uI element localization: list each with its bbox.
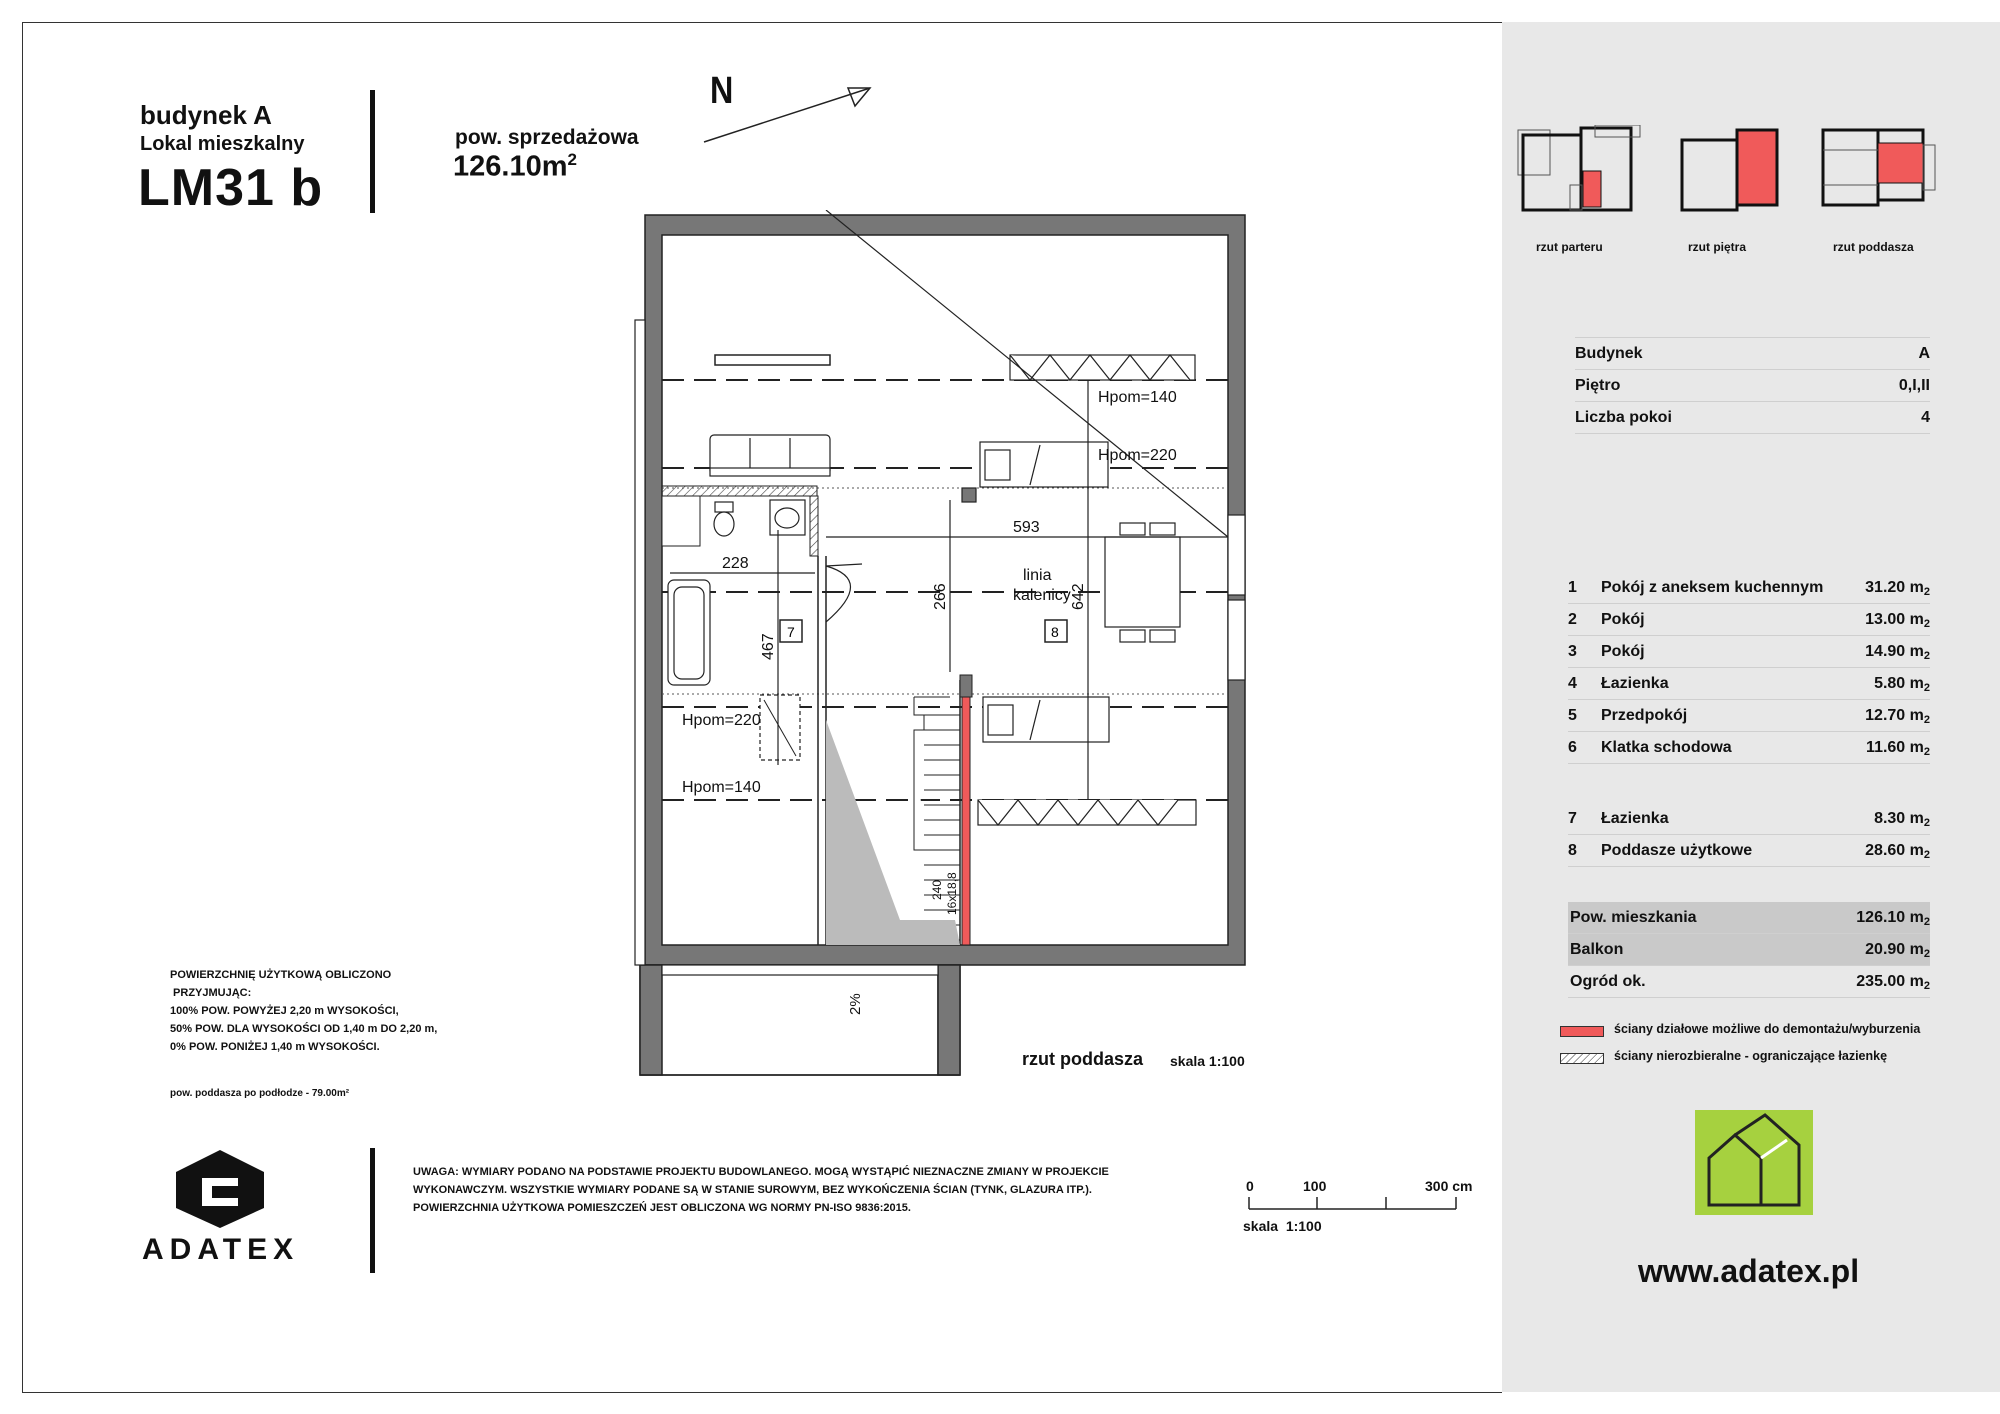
- legend-text-bathroom: ściany nierozbieralne - ograniczające łazienkę: [1614, 1049, 1888, 1063]
- balcony-wall-top: [662, 965, 938, 975]
- scale-tick-300: 300 cm: [1425, 1178, 1473, 1194]
- room-number: 2: [1568, 611, 1577, 628]
- roof-window-bottom: [978, 800, 1196, 825]
- legend-swatch-red: [1560, 1026, 1604, 1037]
- adatex-logo-icon: [172, 1148, 268, 1230]
- footer-divider: [370, 1148, 375, 1273]
- unit-superscript: 2: [1923, 849, 1930, 861]
- sink-icon: [770, 500, 805, 535]
- rooms_a-value: 11.60 $m^2$: [1866, 739, 1930, 758]
- hpom-140-top: Hpom=140: [1098, 389, 1177, 406]
- summary-row: [1575, 402, 1930, 434]
- area-notes: POWIERZCHNIĘ UŻYTKOWĄ OBLICZONO PRZYJMUJĄC: 100% POW. POWYŻEJ 2,20 m WYSOKOŚCI, 50% POW. DLA WYSOKOŚCI OD 1,40 m DO 2,20 m, 0% POW. PONIŻEJ 1,40 m WYSOKOŚCI.: [170, 969, 438, 1053]
- svg-text:8: 8: [1051, 624, 1059, 640]
- svg-text:7: 7: [787, 624, 795, 640]
- unit-superscript: 2: [1923, 980, 1930, 992]
- balcony-wall-right: [938, 965, 960, 1075]
- unit-superscript: 2: [1923, 714, 1930, 726]
- room-number: 6: [1568, 739, 1577, 756]
- dim-266: 266: [932, 583, 949, 610]
- dim-593: 593: [1013, 519, 1040, 536]
- building-label: budynek A: [140, 100, 272, 130]
- rooms_a-value: 12.70 $m^2$: [1865, 707, 1930, 726]
- rooms_a-row: [1568, 732, 1930, 764]
- summary-value: 0,I,II: [1898, 377, 1930, 394]
- toilet-icon: [714, 502, 734, 536]
- room-7-marker: [780, 620, 802, 642]
- rooms_a-value: 31.20 $m^2$: [1865, 579, 1930, 598]
- rooms_b-value: 8.30 $m^2$: [1874, 810, 1930, 829]
- stairs-240: 240: [930, 879, 944, 900]
- unit-superscript: 2: [1923, 948, 1930, 960]
- bed-top-icon: [962, 442, 1108, 502]
- legend-text-demolish: ściany działowe możliwe do demontażu/wyburzenia: [1614, 1022, 1921, 1036]
- rooms_a-row: [1568, 668, 1930, 700]
- summary-row: [1575, 338, 1930, 370]
- room-name: Łazienka: [1601, 810, 1669, 827]
- room-number: 4: [1568, 675, 1577, 692]
- room-number: 1: [1568, 579, 1577, 596]
- totals-value: 235.00 $m^2$: [1856, 973, 1930, 992]
- scale-tick-0: 0: [1246, 1178, 1254, 1194]
- summary-value: A: [1918, 345, 1930, 362]
- dim-642: 642: [1070, 583, 1087, 610]
- skylight: [715, 355, 830, 365]
- unit-superscript: 2: [1923, 916, 1930, 928]
- frame-left-line: [22, 22, 23, 1392]
- floor-area-note: pow. poddasza po podłodze - 79.00m²: [170, 1088, 350, 1099]
- dim-228: 228: [722, 555, 749, 572]
- rooms_a-row: [1568, 700, 1930, 732]
- rooms_b-row: [1568, 803, 1930, 835]
- unit-superscript: 2: [1923, 817, 1930, 829]
- room-name: Poddasze użytkowe: [1601, 842, 1753, 859]
- totals-key: Pow. mieszkania: [1570, 909, 1697, 926]
- rooms_a-value: 5.80 $m^2$: [1874, 675, 1930, 694]
- scale-bar: [1248, 1195, 1460, 1215]
- totals-value: 126.10 $m^2$: [1856, 909, 1930, 928]
- brand-name: ADATEX: [142, 1233, 300, 1266]
- room-number: 7: [1568, 810, 1577, 827]
- rooms_a-row: [1568, 636, 1930, 668]
- room-name: Przedpokój: [1601, 707, 1688, 724]
- summary-key: Liczba pokoi: [1575, 409, 1672, 426]
- unit-superscript: 2: [1923, 586, 1930, 598]
- summary-value: 4: [1921, 409, 1930, 426]
- unit-superscript: 2: [1923, 682, 1930, 694]
- totals-row: [1568, 966, 1930, 998]
- room-8-marker: [1045, 620, 1067, 642]
- totals-key: Balkon: [1570, 941, 1624, 958]
- room-number: 3: [1568, 643, 1577, 660]
- balcony-wall-left: [640, 965, 662, 1075]
- door-swing: [826, 566, 851, 622]
- unit-superscript: 2: [1923, 650, 1930, 662]
- room-name: Klatka schodowa: [1601, 739, 1732, 756]
- demolishable-wall: [962, 697, 970, 945]
- plan-scale: skala 1:100: [1170, 1053, 1245, 1069]
- north-label: N: [710, 70, 734, 112]
- summary-table: [1575, 337, 1930, 434]
- bathtub-icon: [668, 580, 710, 685]
- rooms_a-value: 14.90 $m^2$: [1865, 643, 1930, 662]
- thumb-ground-floor: [1515, 125, 1650, 220]
- rooms-table-a: [1568, 572, 1930, 764]
- outer-left-ledge: [635, 320, 645, 965]
- hpom-220-top: Hpom=220: [1098, 447, 1177, 464]
- area-label: pow. sprzedażowa: [455, 126, 639, 149]
- rooms_b-value: 28.60 $m^2$: [1865, 842, 1930, 861]
- room-name: Pokój: [1601, 643, 1645, 660]
- north-arrow-icon: [700, 80, 880, 150]
- unit-type-label: Lokal mieszkalny: [140, 133, 305, 155]
- stairs-icon: [914, 697, 950, 850]
- thumb-label-ground: rzut parteru: [1536, 240, 1603, 254]
- rooms_a-value: 13.00 $m^2$: [1865, 611, 1930, 630]
- thumb-label-first: rzut piętra: [1688, 240, 1747, 254]
- totals-key: Ogród ok.: [1570, 973, 1646, 990]
- disclaimer: UWAGA: WYMIARY PODANO NA PODSTAWIE PROJEKTU BUDOWLANEGO. MOGĄ WYSTĄPIĆ NIEZNACZNE ZMIANY W PROJEKCIE WYKONAWCZYM. WSZYSTKIE WYMIARY PODANE SĄ W STANIE SUROWYM, BEZ WYKOŃCZENIA ŚCIAN (TYNK, GLAZURA ITP.). POWIERZCHNIA UŻYTKOWA POMIESZCZEŃ JEST OBLICZONA WG NORMY PN-ISO 9836:2015.: [413, 1166, 1109, 1214]
- totals-table: [1568, 902, 1930, 998]
- thumb-attic: [1815, 125, 1945, 220]
- room-name: Łazienka: [1601, 675, 1669, 692]
- unit-code: LM31 b: [138, 159, 324, 217]
- thumb-label-attic: rzut poddasza: [1833, 240, 1914, 254]
- summary-key: Budynek: [1575, 345, 1643, 362]
- house-logo-icon: [1695, 1110, 1813, 1215]
- scale-bar-label: skala 1:100: [1243, 1218, 1322, 1234]
- rooms_a-row: [1568, 604, 1930, 636]
- legend-swatch-hatched: [1560, 1053, 1604, 1064]
- area-value: $126.10m^2$: [453, 150, 577, 183]
- kalenicy-label: kalenicy: [1013, 587, 1071, 604]
- summary-row: [1575, 370, 1930, 402]
- bathroom-wall-vertical: [810, 496, 818, 556]
- plan-title: rzut poddasza: [1022, 1049, 1144, 1069]
- scale-tick-100: 100: [1303, 1178, 1327, 1194]
- bed-bottom-icon: [983, 697, 1109, 742]
- website-url[interactable]: www.adatex.pl: [1638, 1253, 1860, 1289]
- stairwell-void: [826, 720, 960, 945]
- hpom-140-bottom: Hpom=140: [682, 779, 761, 796]
- totals-row: [1568, 902, 1930, 934]
- stairs-size: 16x18,8: [945, 872, 959, 915]
- rooms_a-row: [1568, 572, 1930, 604]
- room-number: 5: [1568, 707, 1577, 724]
- frame-bottom-line: [22, 1392, 1502, 1393]
- unit-superscript: 2: [1923, 746, 1930, 758]
- hpom-220-bottom: Hpom=220: [682, 712, 761, 729]
- rooms-table-b: [1568, 803, 1930, 867]
- bathroom-wall-hatched: [662, 486, 817, 496]
- unit-superscript: 2: [1923, 618, 1930, 630]
- floor-plan: [630, 210, 1270, 1080]
- room-number: 8: [1568, 842, 1577, 859]
- header-divider: [370, 90, 375, 213]
- balcony-slope: 2%: [847, 993, 864, 1015]
- room-name: Pokój: [1601, 611, 1645, 628]
- linia-label: linia: [1023, 567, 1052, 584]
- frame-top-line: [22, 22, 1502, 23]
- dim-467: 467: [760, 633, 777, 660]
- cabinet-icon: [662, 496, 700, 546]
- totals-row: [1568, 934, 1930, 966]
- sofa-icon: [710, 435, 830, 476]
- totals-value: 20.90 $m^2$: [1865, 941, 1930, 960]
- thumb-first-floor: [1660, 125, 1780, 220]
- roof-window-top: [1010, 355, 1195, 380]
- balcony-walls: [640, 965, 960, 1075]
- table-icon: [1105, 523, 1180, 642]
- summary-key: Piętro: [1575, 377, 1621, 394]
- rooms_b-row: [1568, 835, 1930, 867]
- room-name: Pokój z aneksem kuchennym: [1601, 579, 1824, 596]
